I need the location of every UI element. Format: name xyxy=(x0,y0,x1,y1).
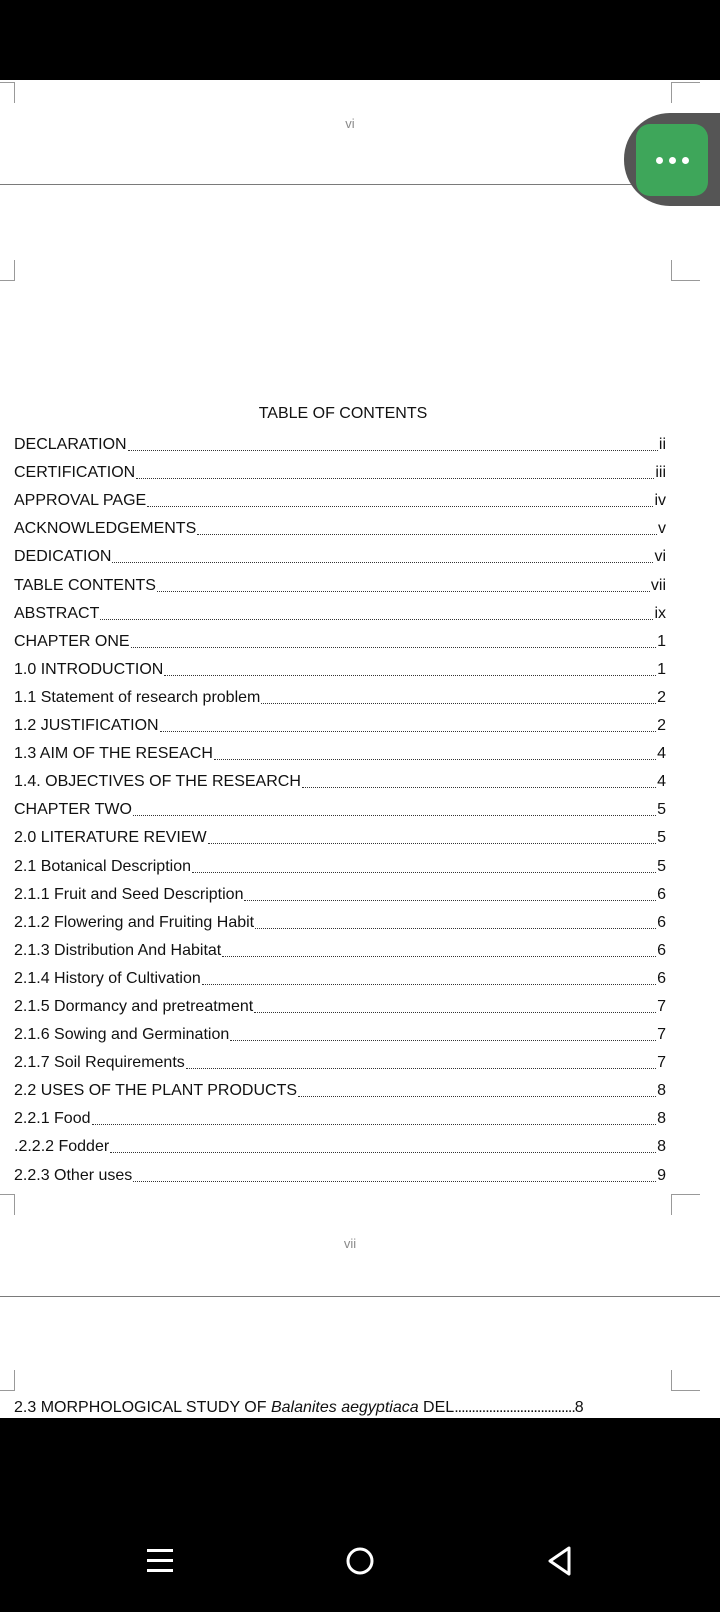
toc-entry-page: 7 xyxy=(657,1026,666,1044)
toc-entry-page: 6 xyxy=(657,913,666,931)
page-number-vii: vii xyxy=(343,1236,357,1251)
toc-leader xyxy=(186,1067,656,1069)
toc-leader xyxy=(164,674,656,676)
toc-entry-label: 2.1.5 Dormancy and pretreatment xyxy=(14,997,254,1015)
toc-entry-label: 2.2.1 Food xyxy=(14,1110,91,1128)
toc-entry[interactable] xyxy=(14,510,666,538)
toc-entry-label: 2.1.4 History of Cultivation xyxy=(14,969,201,987)
back-triangle-icon xyxy=(545,1545,575,1577)
toc-entry[interactable] xyxy=(14,538,666,566)
page-corner-mark xyxy=(0,1370,15,1391)
page-corner-mark xyxy=(671,1194,700,1215)
toc-entry-page: 6 xyxy=(657,969,666,987)
toc-leader xyxy=(202,983,656,985)
toc-entry-page: v xyxy=(658,520,666,538)
toc-entry-label: .2.2.2 Fodder xyxy=(14,1138,110,1156)
toc-entry-label: 2.1.3 Distribution And Habitat xyxy=(14,941,222,959)
toc-leader xyxy=(230,1039,656,1041)
toc-entry-label: 2.3 MORPHOLOGICAL STUDY OF xyxy=(14,1399,271,1416)
toc-entry[interactable] xyxy=(14,707,666,735)
toc-list xyxy=(14,426,666,1185)
toc-entry-label: 1.3 AIM OF THE RESEACH xyxy=(14,745,213,763)
more-horizontal-icon xyxy=(669,157,676,164)
toc-leader xyxy=(302,786,656,788)
toc-entry-page: 1 xyxy=(657,632,666,650)
toc-entry-page: vi xyxy=(654,548,666,566)
system-navigation-bar xyxy=(0,1510,720,1612)
toc-entry-label-suffix: DEL xyxy=(418,1399,455,1416)
toc-entry-label: ABSTRACT xyxy=(14,604,100,622)
page-corner-mark xyxy=(671,260,700,281)
toc-entry-label: DEDICATION xyxy=(14,548,112,566)
toc-entry-page: 4 xyxy=(657,745,666,763)
toc-entry-label: CHAPTER ONE xyxy=(14,632,130,650)
toc-entry-label: APPROVAL PAGE xyxy=(14,492,147,510)
toc-entry-page: ix xyxy=(654,604,666,622)
toc-entry[interactable] xyxy=(14,847,666,875)
toc-leader xyxy=(100,618,653,620)
toc-entry-page: 6 xyxy=(657,941,666,959)
toc-leader xyxy=(133,814,656,816)
toc-entry-page: 8 xyxy=(657,1110,666,1128)
toc-entry-page: ii xyxy=(658,436,666,454)
page-corner-mark xyxy=(0,1194,15,1215)
toc-entry[interactable] xyxy=(14,426,666,454)
toc-entry-page: vii xyxy=(650,576,666,594)
toc-entry[interactable] xyxy=(14,988,666,1016)
toc-entry-label: 2.1.2 Flowering and Fruiting Habit xyxy=(14,913,255,931)
toc-entry-page: 8 xyxy=(574,1399,584,1416)
toc-entry[interactable] xyxy=(14,1016,666,1044)
toc-entry[interactable] xyxy=(14,482,666,510)
toc-entry[interactable] xyxy=(14,1156,666,1184)
page-corner-mark xyxy=(671,82,700,103)
toc-leader xyxy=(160,730,656,732)
toc-entry-label: 2.0 LITERATURE REVIEW xyxy=(14,829,207,847)
toc-entry-page: 5 xyxy=(657,801,666,819)
toc-leader xyxy=(157,590,650,592)
toc-leader xyxy=(255,927,656,929)
toc-entry-label: 2.1.1 Fruit and Seed Description xyxy=(14,885,244,903)
menu-icon xyxy=(145,1547,175,1575)
toc-entry-label: CERTIFICATION xyxy=(14,464,136,482)
toc-entry[interactable] xyxy=(14,1128,666,1156)
toc-entry[interactable] xyxy=(14,904,666,932)
toc-entry-page: 5 xyxy=(657,857,666,875)
toc-leader xyxy=(136,477,654,479)
toc-entry[interactable] xyxy=(14,1044,666,1072)
toc-entry-label: 2.2 USES OF THE PLANT PRODUCTS xyxy=(14,1082,298,1100)
toc-entry-label: 2.1 Botanical Description xyxy=(14,857,191,875)
toc-leader: ................................... xyxy=(454,1399,575,1416)
toc-leader xyxy=(92,1123,657,1125)
toc-leader xyxy=(208,842,656,844)
toc-leader xyxy=(261,702,656,704)
page-separator xyxy=(0,1296,720,1297)
toc-entry[interactable] xyxy=(14,651,666,679)
toc-entry-label: 1.4. OBJECTIVES OF THE RESEARCH xyxy=(14,773,301,791)
page-corner-mark xyxy=(671,1370,700,1391)
toc-entry-page: 2 xyxy=(657,717,666,735)
recents-button[interactable] xyxy=(130,1531,190,1591)
toc-leader xyxy=(131,646,657,648)
toc-leader xyxy=(133,1180,656,1182)
species-name: Balanites aegyptiaca xyxy=(270,1399,419,1416)
toc-entry-page: 7 xyxy=(657,997,666,1015)
toc-leader xyxy=(112,561,653,563)
toc-entry[interactable] xyxy=(14,791,666,819)
toc-entry-label: 2.1.6 Sowing and Germination xyxy=(14,1026,230,1044)
toc-entry[interactable] xyxy=(14,623,666,651)
more-horizontal-icon xyxy=(682,157,689,164)
toc-entry-page: 8 xyxy=(657,1082,666,1100)
toc-entry[interactable] xyxy=(14,595,666,623)
toc-entry-label: ACKNOWLEDGEMENTS xyxy=(14,520,197,538)
toc-entry[interactable] xyxy=(14,819,666,847)
toc-entry-label: 1.0 INTRODUCTION xyxy=(14,660,164,678)
toc-entry-page: 4 xyxy=(657,773,666,791)
toc-entry[interactable] xyxy=(14,454,666,482)
toc-entry[interactable] xyxy=(14,960,666,988)
page-separator xyxy=(0,184,720,185)
toc-entry-page: 9 xyxy=(657,1166,666,1184)
toc-entry-label: 2.2.3 Other uses xyxy=(14,1166,133,1184)
document-viewer[interactable] xyxy=(0,80,720,1418)
page-corner-mark xyxy=(0,260,15,281)
home-circle-icon xyxy=(345,1546,375,1576)
toc-entry[interactable] xyxy=(14,1100,666,1128)
toc-entry[interactable] xyxy=(14,566,666,594)
toc-entry-label: 2.1.7 Soil Requirements xyxy=(14,1054,185,1072)
page-corner-mark xyxy=(0,82,15,103)
more-horizontal-icon xyxy=(656,157,663,164)
toc-entry-label: TABLE CONTENTS xyxy=(14,576,156,594)
toc-entry-label: DECLARATION xyxy=(14,436,127,454)
toc-leader xyxy=(222,955,656,957)
toc-entry-page: 6 xyxy=(657,885,666,903)
toc-entry-page: 5 xyxy=(657,829,666,847)
toc-entry[interactable] xyxy=(14,735,666,763)
toc-entry-page: 2 xyxy=(657,688,666,706)
more-options-button[interactable] xyxy=(636,124,708,196)
toc-entry-page: iv xyxy=(654,492,666,510)
toc-leader xyxy=(197,533,657,535)
toc-entry-label: CHAPTER TWO xyxy=(14,801,132,819)
page-number-vi: vi xyxy=(345,116,355,131)
toc-leader xyxy=(110,1151,656,1153)
home-button[interactable] xyxy=(330,1531,390,1591)
back-button[interactable] xyxy=(530,1531,590,1591)
toc-leader xyxy=(147,505,653,507)
toc-entry-page: 1 xyxy=(657,660,666,678)
toc-entry-page: iii xyxy=(655,464,666,482)
toc-leader xyxy=(128,449,658,451)
toc-leader xyxy=(192,871,656,873)
toc-leader xyxy=(214,758,656,760)
toc-entry[interactable] xyxy=(14,932,666,960)
toc-entry[interactable] xyxy=(14,876,666,904)
toc-leader xyxy=(244,899,656,901)
toc-entry-next-page[interactable] xyxy=(14,1399,584,1417)
toc-entry[interactable] xyxy=(14,763,666,791)
toc-entry[interactable] xyxy=(14,1072,666,1100)
toc-entry-page: 7 xyxy=(657,1054,666,1072)
toc-entry-label: 1.2 JUSTIFICATION xyxy=(14,717,159,735)
toc-leader xyxy=(298,1095,656,1097)
toc-entry[interactable] xyxy=(14,679,666,707)
toc-leader xyxy=(254,1011,656,1013)
toc-title: TABLE OF CONTENTS xyxy=(258,405,428,422)
toc-entry-label: 1.1 Statement of research problem xyxy=(14,688,261,706)
toc-entry-page: 8 xyxy=(657,1138,666,1156)
